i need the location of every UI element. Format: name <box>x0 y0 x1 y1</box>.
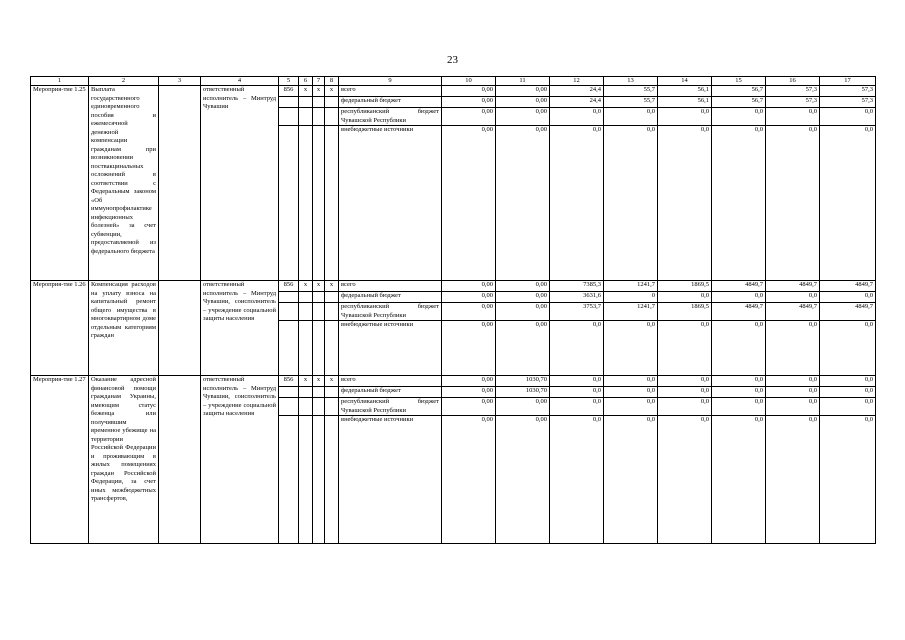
program-measures-table <box>30 76 876 544</box>
amount-cell: 0,0 <box>766 376 820 387</box>
funding-source: внебюджетные источники <box>339 416 442 544</box>
amount-cell: 0,0 <box>550 108 604 126</box>
amount-cell: 4849,7 <box>712 281 766 292</box>
column-header: 4 <box>201 77 279 86</box>
amount-cell: 0,00 <box>442 387 496 398</box>
amount-cell: 57,3 <box>766 86 820 97</box>
amount-cell: 0,0 <box>550 416 604 544</box>
measure-row <box>31 281 876 292</box>
amount-cell: 0,0 <box>712 108 766 126</box>
amount-cell: 4849,7 <box>766 281 820 292</box>
amount-cell: 56,1 <box>658 86 712 97</box>
responsible-executor: ответственный исполнитель – Минтруд Чувашии, соисполнитель – учреждение социальной защиты населения <box>201 376 279 544</box>
amount-cell: 0,0 <box>712 416 766 544</box>
funding-source: федеральный бюджет <box>339 97 442 108</box>
amount-cell: 0,00 <box>496 303 550 321</box>
column-header: 17 <box>820 77 876 86</box>
amount-cell: 24,4 <box>550 86 604 97</box>
empty-cell <box>313 387 325 398</box>
empty-cell <box>313 416 325 544</box>
amount-cell: 1030,70 <box>496 376 550 387</box>
measure-code: Мероприя-тие 1.25 <box>31 86 89 281</box>
measure-code: Мероприя-тие 1.27 <box>31 376 89 544</box>
amount-cell: 0,0 <box>550 321 604 376</box>
empty-cell <box>325 303 339 321</box>
budget-code: 856 <box>279 281 299 292</box>
empty-cell <box>325 126 339 281</box>
empty-cell <box>299 292 313 303</box>
amount-cell: 0,00 <box>496 126 550 281</box>
measure-row <box>31 86 876 97</box>
empty-cell <box>299 398 313 416</box>
amount-cell: 0,00 <box>442 376 496 387</box>
empty-cell <box>279 303 299 321</box>
column-header: 2 <box>89 77 159 86</box>
amount-cell: 0,0 <box>820 292 876 303</box>
code-x: x <box>299 376 313 387</box>
empty-cell <box>299 108 313 126</box>
amount-cell: 0,00 <box>442 86 496 97</box>
empty-cell <box>279 387 299 398</box>
empty-cell <box>299 97 313 108</box>
amount-cell: 0,0 <box>658 416 712 544</box>
amount-cell: 0,00 <box>442 321 496 376</box>
amount-cell: 0,0 <box>712 376 766 387</box>
column-header: 14 <box>658 77 712 86</box>
code-x: x <box>325 376 339 387</box>
amount-cell: 0,00 <box>442 108 496 126</box>
page-number: 23 <box>447 54 458 66</box>
amount-cell: 0,0 <box>604 108 658 126</box>
amount-cell: 0,00 <box>496 86 550 97</box>
amount-cell: 0,00 <box>496 416 550 544</box>
column-header-row <box>31 77 876 86</box>
column-header: 10 <box>442 77 496 86</box>
amount-cell: 57,3 <box>766 97 820 108</box>
funding-source: внебюджетные источники <box>339 126 442 281</box>
amount-cell: 7385,3 <box>550 281 604 292</box>
amount-cell: 0,00 <box>442 416 496 544</box>
empty-cell <box>313 108 325 126</box>
amount-cell: 56,7 <box>712 86 766 97</box>
empty-cell <box>279 398 299 416</box>
budget-code: 856 <box>279 86 299 97</box>
measure-name: Оказание адресной финансовой помощи гражданам Украины, имеющим статус беженца или получившим временное убежище на территории Российской Федерации и проживающим в жилых помещениях граждан Российской Федерации, за счет иных межбюджетных трансфертов, <box>89 376 159 544</box>
amount-cell: 1241,7 <box>604 281 658 292</box>
amount-cell: 0,0 <box>712 387 766 398</box>
amount-cell: 0,00 <box>442 126 496 281</box>
amount-cell: 55,7 <box>604 86 658 97</box>
empty-cell <box>279 416 299 544</box>
amount-cell: 0,0 <box>766 387 820 398</box>
amount-cell: 0,0 <box>658 126 712 281</box>
amount-cell: 4849,7 <box>712 303 766 321</box>
amount-cell: 0,00 <box>496 292 550 303</box>
funding-source: всего <box>339 86 442 97</box>
column-header: 8 <box>325 77 339 86</box>
amount-cell: 57,3 <box>820 86 876 97</box>
amount-cell: 0,0 <box>658 376 712 387</box>
funding-source: всего <box>339 376 442 387</box>
amount-cell: 0,0 <box>712 126 766 281</box>
column-header: 15 <box>712 77 766 86</box>
amount-cell: 0,00 <box>442 398 496 416</box>
funding-source: внебюджетные источники <box>339 321 442 376</box>
funding-source: федеральный бюджет <box>339 292 442 303</box>
amount-cell: 0,0 <box>766 126 820 281</box>
empty-cell <box>279 321 299 376</box>
amount-cell: 0,0 <box>766 398 820 416</box>
amount-cell: 0,0 <box>658 108 712 126</box>
empty-cell <box>159 86 201 281</box>
empty-cell <box>313 292 325 303</box>
amount-cell: 0,0 <box>712 292 766 303</box>
amount-cell: 0,0 <box>658 398 712 416</box>
code-x: x <box>299 281 313 292</box>
amount-cell: 0,0 <box>820 416 876 544</box>
amount-cell: 0,0 <box>712 321 766 376</box>
amount-cell: 0,0 <box>820 398 876 416</box>
code-x: x <box>313 376 325 387</box>
column-header: 12 <box>550 77 604 86</box>
amount-cell: 0,0 <box>766 108 820 126</box>
budget-code: 856 <box>279 376 299 387</box>
empty-cell <box>325 292 339 303</box>
measure-name: Компенсация расходов на уплату взноса на капитальный ремонт общего имущества в многоквартирном доме отдельным категориям граждан <box>89 281 159 376</box>
funding-source: республиканский бюджет Чувашской Республики <box>339 398 442 416</box>
amount-cell: 3753,7 <box>550 303 604 321</box>
code-x: x <box>313 281 325 292</box>
empty-cell <box>325 321 339 376</box>
empty-cell <box>325 398 339 416</box>
empty-cell <box>299 126 313 281</box>
amount-cell: 3631,6 <box>550 292 604 303</box>
amount-cell: 0,00 <box>496 321 550 376</box>
empty-cell <box>279 126 299 281</box>
measure-code: Мероприя-тие 1.26 <box>31 281 89 376</box>
amount-cell: 4849,7 <box>820 281 876 292</box>
column-header: 13 <box>604 77 658 86</box>
empty-cell <box>313 97 325 108</box>
empty-cell <box>313 303 325 321</box>
amount-cell: 55,7 <box>604 97 658 108</box>
empty-cell <box>299 303 313 321</box>
column-header: 3 <box>159 77 201 86</box>
empty-cell <box>279 292 299 303</box>
code-x: x <box>325 86 339 97</box>
amount-cell: 0,0 <box>820 108 876 126</box>
amount-cell: 0,0 <box>604 416 658 544</box>
amount-cell: 4849,7 <box>766 303 820 321</box>
measure-row <box>31 376 876 387</box>
empty-cell <box>325 387 339 398</box>
amount-cell: 0,00 <box>442 303 496 321</box>
amount-cell: 0,00 <box>496 281 550 292</box>
empty-cell <box>159 376 201 544</box>
amount-cell: 0,0 <box>550 376 604 387</box>
amount-cell: 0,0 <box>820 387 876 398</box>
amount-cell: 0,0 <box>550 398 604 416</box>
amount-cell: 0,0 <box>604 387 658 398</box>
amount-cell: 0,0 <box>820 126 876 281</box>
amount-cell: 0,0 <box>658 387 712 398</box>
funding-source: республиканский бюджет Чувашской Республики <box>339 108 442 126</box>
code-x: x <box>313 86 325 97</box>
responsible-executor: ответственный исполнитель – Минтруд Чувашии <box>201 86 279 281</box>
amount-cell: 0,0 <box>604 376 658 387</box>
empty-cell <box>313 321 325 376</box>
empty-cell <box>299 416 313 544</box>
amount-cell: 1869,5 <box>658 281 712 292</box>
amount-cell: 0,0 <box>658 292 712 303</box>
table-body <box>31 77 876 544</box>
amount-cell: 0,0 <box>550 387 604 398</box>
amount-cell: 0,0 <box>550 126 604 281</box>
empty-cell <box>299 387 313 398</box>
code-x: x <box>299 86 313 97</box>
amount-cell: 1030,70 <box>496 387 550 398</box>
empty-cell <box>325 97 339 108</box>
column-header: 1 <box>31 77 89 86</box>
amount-cell: 57,3 <box>820 97 876 108</box>
responsible-executor: ответственный исполнитель – Минтруд Чувашии, соисполнитель – учреждение социальной защиты населения <box>201 281 279 376</box>
column-header: 7 <box>313 77 325 86</box>
amount-cell: 0,00 <box>442 97 496 108</box>
amount-cell: 0,0 <box>766 416 820 544</box>
amount-cell: 24,4 <box>550 97 604 108</box>
empty-cell <box>313 398 325 416</box>
column-header: 16 <box>766 77 820 86</box>
amount-cell: 0,0 <box>712 398 766 416</box>
empty-cell <box>159 281 201 376</box>
amount-cell: 0,00 <box>496 108 550 126</box>
amount-cell: 0,0 <box>766 292 820 303</box>
column-header: 11 <box>496 77 550 86</box>
funding-source: федеральный бюджет <box>339 387 442 398</box>
column-header: 6 <box>299 77 313 86</box>
amount-cell: 0,00 <box>442 281 496 292</box>
amount-cell: 4849,7 <box>820 303 876 321</box>
column-header: 9 <box>339 77 442 86</box>
amount-cell: 0,0 <box>820 321 876 376</box>
amount-cell: 0,00 <box>496 398 550 416</box>
measure-name: Выплата государственного единовременного пособия и ежемесячной денежной компенсации гражданам при возникновении поствакцинальных осложнений в соответствии с Федеральным законом «Об иммунопрофилактике инфекционных болезней» за счет субвенции, предоставляемой из федерального бюджета <box>89 86 159 281</box>
empty-cell <box>279 108 299 126</box>
empty-cell <box>325 108 339 126</box>
amount-cell: 0,0 <box>820 376 876 387</box>
amount-cell: 0,0 <box>604 321 658 376</box>
amount-cell: 1869,5 <box>658 303 712 321</box>
empty-cell <box>325 416 339 544</box>
amount-cell: 0,00 <box>496 97 550 108</box>
amount-cell: 0,00 <box>442 292 496 303</box>
empty-cell <box>279 97 299 108</box>
empty-cell <box>299 321 313 376</box>
funding-source: всего <box>339 281 442 292</box>
code-x: x <box>325 281 339 292</box>
amount-cell: 0,0 <box>604 126 658 281</box>
amount-cell: 0 <box>604 292 658 303</box>
empty-cell <box>313 126 325 281</box>
amount-cell: 56,1 <box>658 97 712 108</box>
amount-cell: 0,0 <box>766 321 820 376</box>
funding-source: республиканский бюджет Чувашской Республики <box>339 303 442 321</box>
amount-cell: 1241,7 <box>604 303 658 321</box>
column-header: 5 <box>279 77 299 86</box>
amount-cell: 0,0 <box>604 398 658 416</box>
amount-cell: 0,0 <box>658 321 712 376</box>
amount-cell: 56,7 <box>712 97 766 108</box>
